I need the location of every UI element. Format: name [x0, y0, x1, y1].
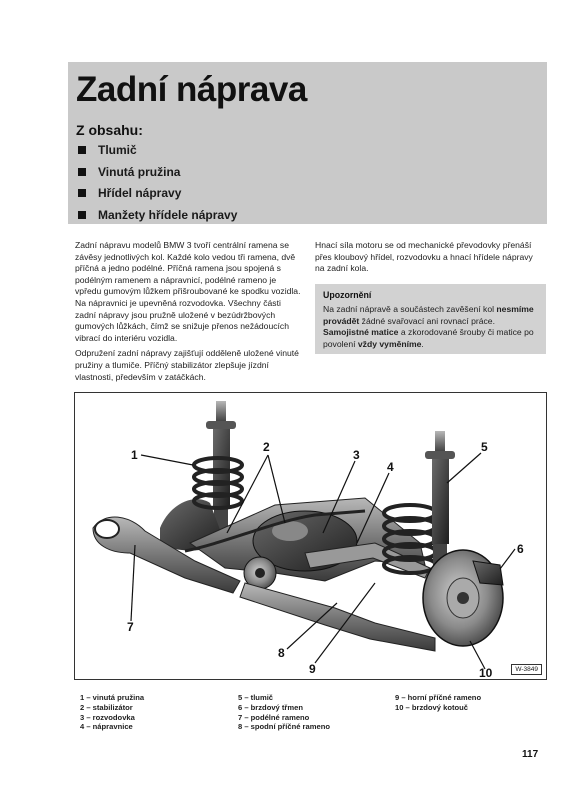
legend-item: 6 – brzdový třmen	[238, 702, 303, 712]
legend-item: 3 – rozvodovka	[80, 712, 135, 722]
square-bullet-icon	[78, 168, 86, 176]
square-bullet-icon	[78, 146, 86, 154]
text-column-right	[315, 240, 543, 279]
page-title: Zadní náprava	[76, 70, 307, 109]
toc-item[interactable]: Vinutá pružina	[76, 164, 237, 186]
legend-column	[80, 693, 144, 732]
notice-text: Na zadní nápravě a součástech zavěšení kol nesmíme provádět žádné svařovací ani rovnací práce. Samojistné matice a zkorodované šrouby či matice po povolení vždy vyměníme.	[323, 304, 534, 349]
legend-item: 4 – nápravnice	[80, 722, 133, 732]
lower-control-arm	[240, 583, 435, 651]
legend-item: 2 – stabilizátor	[80, 702, 133, 712]
callout-4: 4	[387, 460, 394, 474]
rear-axle-illustration	[75, 393, 546, 679]
legend-item: 5 – tlumič	[238, 693, 274, 702]
body-paragraph: Odpružení zadní nápravy zajišťují odděleně uložené vinuté pružiny a tlumiče. Příčný stabilizátor zlepšuje jízdní vlastnosti, především v zatáčkách.	[75, 348, 299, 382]
legend-column	[395, 693, 481, 713]
text-column-left	[75, 240, 303, 387]
callout-5: 5	[481, 440, 488, 454]
callout-3: 3	[353, 448, 360, 462]
rear-axle-figure	[74, 392, 547, 680]
body-paragraph: Hnací síla motoru se od mechanické převodovky přenáší přes kloubový hřídel, rozvodovku a hnací hřídele nápravy na zadní kola.	[315, 240, 533, 274]
legend-item: 9 – horní příčné rameno	[395, 693, 482, 702]
toc-item[interactable]: Hřídel nápravy	[76, 185, 237, 207]
toc-item[interactable]: Tlumič	[76, 142, 237, 164]
toc-item[interactable]: Manžety hřídele nápravy	[76, 207, 237, 229]
legend-item: 8 – spodní příčné rameno	[238, 722, 330, 732]
square-bullet-icon	[78, 189, 86, 197]
square-bullet-icon	[78, 211, 86, 219]
callout-10: 10	[479, 666, 493, 679]
callout-9: 9	[309, 662, 316, 676]
callout-2: 2	[263, 440, 270, 454]
notice-box	[315, 284, 546, 354]
toc-list	[76, 142, 237, 228]
figure-code: W-3849	[511, 664, 542, 675]
chapter-header	[68, 62, 547, 224]
page-number: 117	[522, 749, 539, 760]
legend-column	[238, 693, 330, 732]
legend-item: 10 – brzdový kotouč	[395, 702, 469, 712]
callout-7: 7	[127, 620, 134, 634]
callout-1: 1	[131, 448, 138, 462]
legend-item: 1 – vinutá pružina	[80, 693, 145, 702]
legend-item: 7 – podélné rameno	[238, 712, 310, 722]
notice-title: Upozornění	[323, 290, 372, 300]
callout-8: 8	[278, 646, 285, 660]
callout-6: 6	[517, 542, 524, 556]
body-paragraph: Zadní nápravu modelů BMW 3 tvoří centrální ramena se závěsy jednotlivých kol. Každé kolo vedou tři ramena, dvě příčná a jedno podélné. Příčná ramena jsou spojená s podélným ramenem a nápravnicí, podélné rameno je vpředu gumovým lůžkem přišroubované ke spodku vozidla. Na nápravnici je upevněná rozvodovka. Všechny části zadní nápravy jsou pružně uložené v bezúdržbových gumových lůžkách, čímž se snižuje přenos nežádoucích vibrací do interiéru vozidla.	[75, 240, 301, 343]
toc-label: Z obsahu:	[76, 122, 143, 138]
